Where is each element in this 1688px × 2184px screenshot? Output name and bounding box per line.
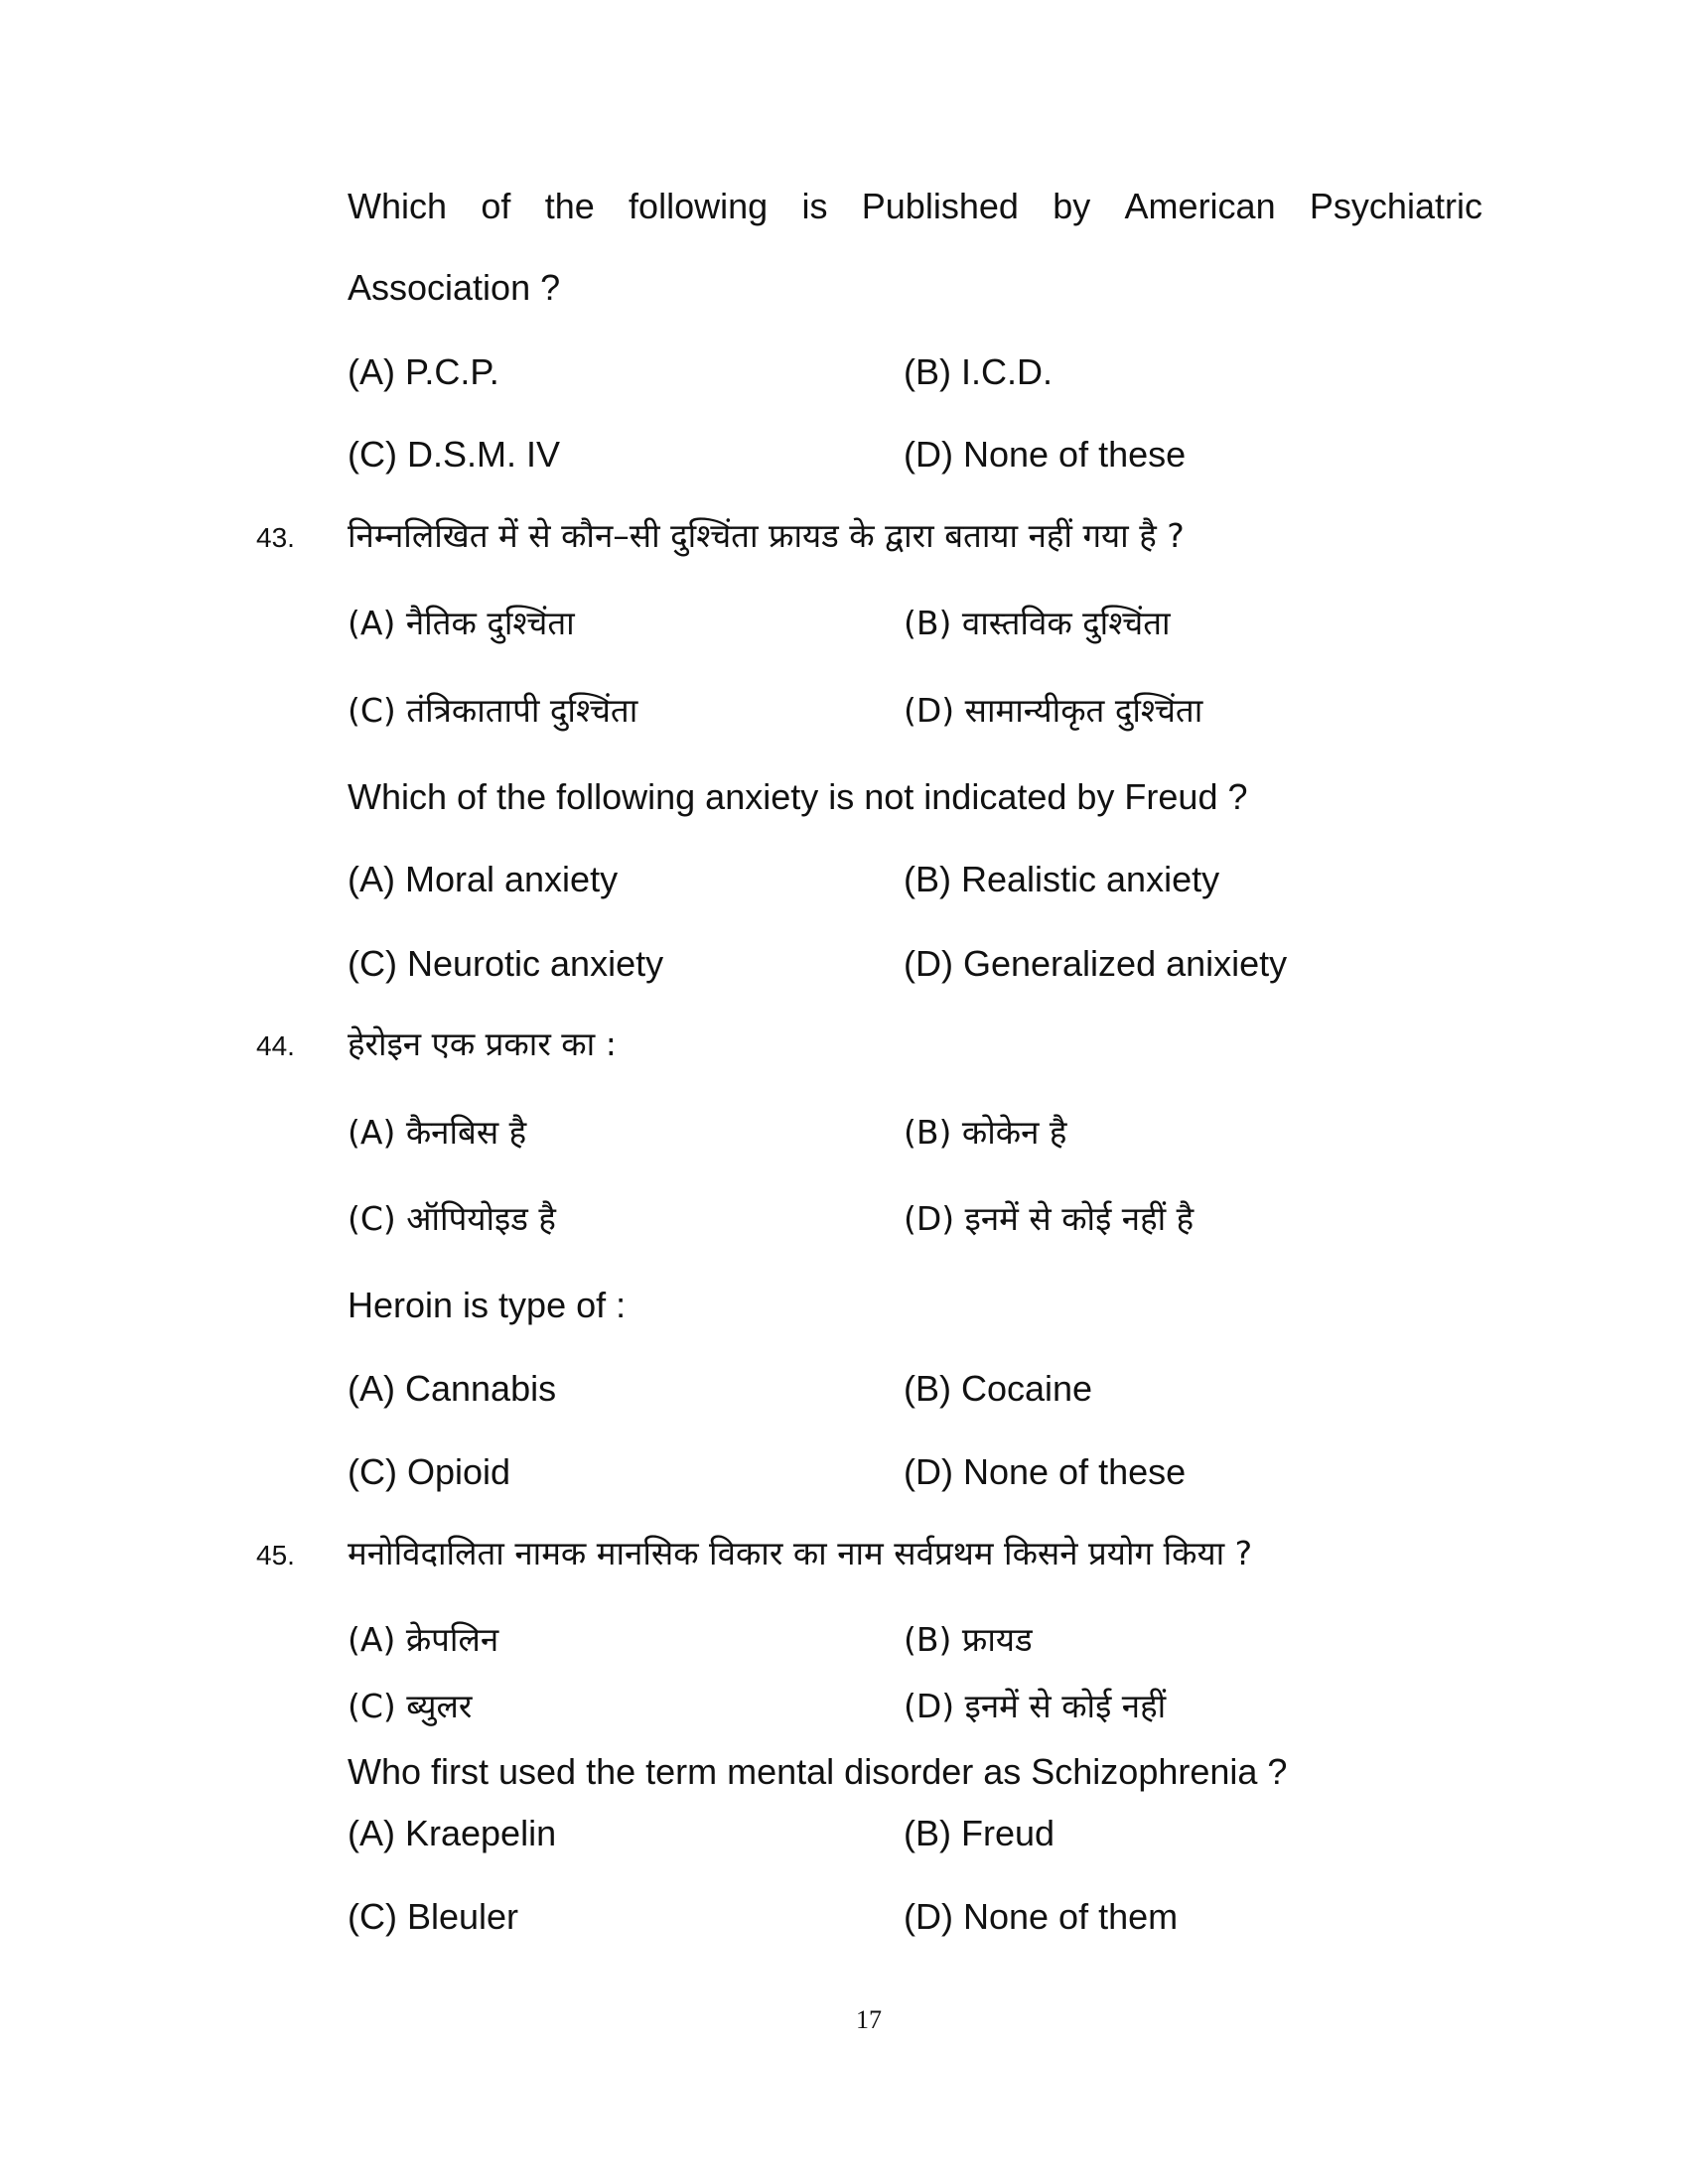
page-number: 17 bbox=[856, 2005, 882, 2034]
word: by bbox=[1053, 186, 1091, 226]
q44-hindi-option-a: (A) कैनबिस है bbox=[348, 1113, 527, 1152]
q43-hindi-option-c: (C) तंत्रिकातापी दुश्चिंता bbox=[348, 691, 638, 730]
word: following bbox=[629, 186, 769, 226]
q45-hindi-question: मनोविदालिता नामक मानसिक विकार का नाम सर्वप्रथम किसने प्रयोग किया ? bbox=[348, 1534, 1253, 1572]
q45-english-option-d: (D) None of them bbox=[904, 1896, 1179, 1937]
q43-hindi-question: निम्नलिखित में से कौन–सी दुश्चिंता फ्रायड के द्वारा बताया नहीं गया है ? bbox=[348, 516, 1185, 555]
q44-hindi-option-b: (B) कोकेन है bbox=[904, 1113, 1067, 1152]
word: is bbox=[801, 186, 828, 226]
q44-english-option-c: (C) Opioid bbox=[348, 1451, 511, 1492]
word: Published bbox=[861, 186, 1019, 226]
q43-english-option-a: (A) Moral anxiety bbox=[348, 859, 619, 899]
q42-option-a: (A) P.C.P. bbox=[348, 351, 499, 392]
q44-hindi-option-d: (D) इनमें से कोई नहीं है bbox=[904, 1199, 1195, 1238]
q42-option-b: (B) I.C.D. bbox=[904, 351, 1053, 392]
q45-hindi-option-a: (A) क्रेपलिन bbox=[348, 1620, 499, 1659]
q44-english-option-b: (B) Cocaine bbox=[904, 1368, 1093, 1409]
q43-number: 43. bbox=[256, 522, 295, 553]
q44-english-option-d: (D) None of these bbox=[904, 1451, 1187, 1492]
q44-number: 44. bbox=[256, 1030, 295, 1061]
q44-hindi-option-c: (C) ऑपियोइड है bbox=[348, 1199, 556, 1238]
q43-english-option-d: (D) Generalized anixiety bbox=[904, 943, 1288, 984]
q43-english-option-c: (C) Neurotic anxiety bbox=[348, 943, 664, 984]
q45-english-question: Who first used the term mental disorder as Schizophrenia ? bbox=[348, 1751, 1288, 1792]
q45-number: 45. bbox=[256, 1540, 295, 1570]
q42-english-question-line1 bbox=[348, 185, 1482, 228]
q44-english-question: Heroin is type of : bbox=[348, 1285, 627, 1325]
q45-hindi-option-d: (D) इनमें से कोई नहीं bbox=[904, 1687, 1167, 1725]
q45-english-option-a: (A) Kraepelin bbox=[348, 1813, 557, 1853]
q42-option-c: (C) D.S.M. IV bbox=[348, 434, 560, 475]
q45-hindi-option-c: (C) ब्युलर bbox=[348, 1687, 473, 1725]
word: of bbox=[481, 186, 511, 226]
q43-english-question: Which of the following anxiety is not indicated by Freud ? bbox=[348, 776, 1248, 817]
q43-hindi-option-a: (A) नैतिक दुश्चिंता bbox=[348, 604, 575, 642]
q43-hindi-option-d: (D) सामान्यीकृत दुश्चिंता bbox=[904, 691, 1203, 730]
q43-english-option-b: (B) Realistic anxiety bbox=[904, 859, 1220, 899]
q42-option-d: (D) None of these bbox=[904, 434, 1187, 475]
q44-english-option-a: (A) Cannabis bbox=[348, 1368, 557, 1409]
q45-english-option-c: (C) Bleuler bbox=[348, 1896, 519, 1937]
word: Which bbox=[348, 186, 448, 226]
q45-english-option-b: (B) Freud bbox=[904, 1813, 1055, 1853]
q45-hindi-option-b: (B) फ्रायड bbox=[904, 1620, 1033, 1659]
q43-hindi-option-b: (B) वास्तविक दुश्चिंता bbox=[904, 604, 1171, 642]
word: American bbox=[1124, 186, 1276, 226]
q44-hindi-question: हेरोइन एक प्रकार का : bbox=[348, 1024, 617, 1063]
q42-english-question-line2: Association ? bbox=[348, 267, 561, 308]
word: the bbox=[544, 186, 595, 226]
word: Psychiatric bbox=[1309, 186, 1482, 226]
